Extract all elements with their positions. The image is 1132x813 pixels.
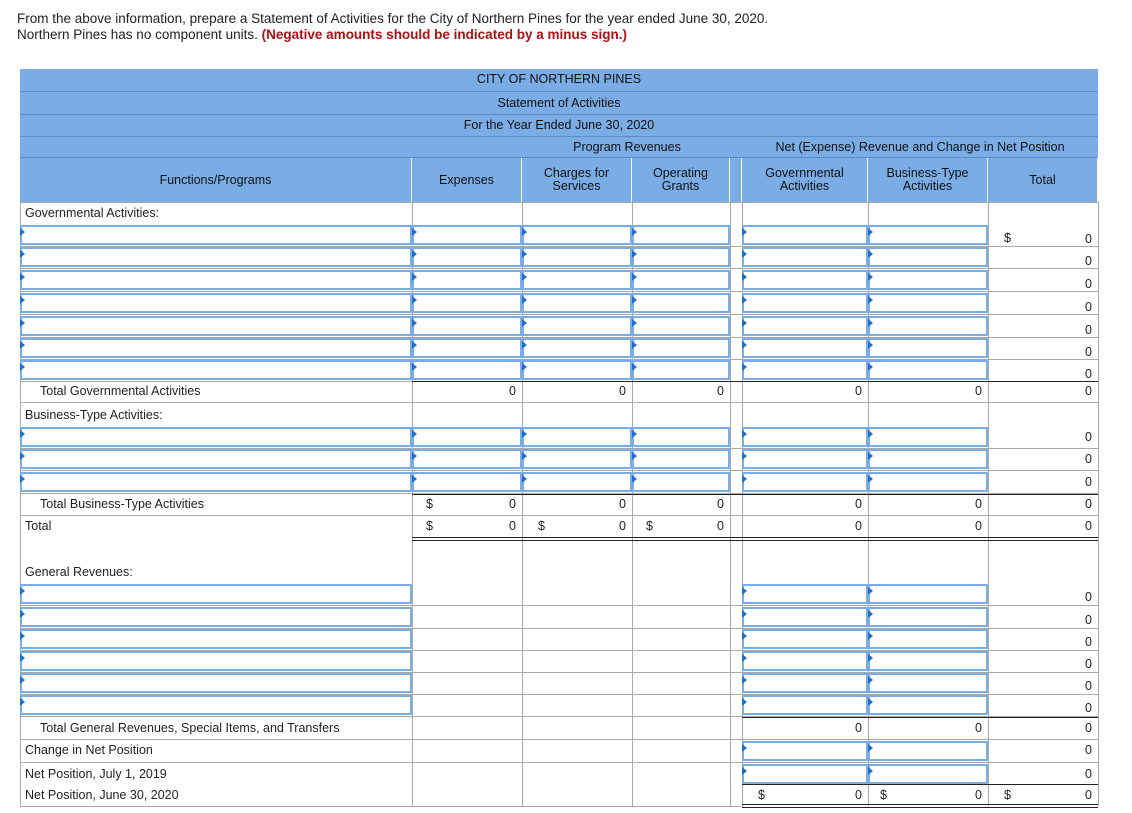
gov-row-3-gov-input[interactable] [742,270,868,290]
total-gov-tot-value: 0 [1085,384,1092,398]
total-gov-exp-value: 0 [509,384,516,398]
total-general-rule [742,717,1098,718]
total-op-value: 0 [717,519,724,533]
gov-row-6-fn-input[interactable] [20,338,412,358]
general-revenue-row-4-bta-input[interactable] [868,651,988,671]
general-revenue-row-4-gov-input[interactable] [742,651,868,671]
total-exp-dollar-sign: $ [426,519,433,533]
gov-row-7-chg-input[interactable] [522,360,632,380]
grid-hline [20,762,1098,763]
total-chg-dollar-sign: $ [538,519,545,533]
col-header-functions [20,158,412,202]
gov-row-7-exp-input[interactable] [412,360,522,380]
gov-row-5-chg-input[interactable] [522,316,632,336]
gov-row-1-op-input[interactable] [632,225,730,245]
statement-title: Statement of Activities [497,96,621,110]
gov-row-6-chg-input[interactable] [522,338,632,358]
bta-row-3-gov-input[interactable] [742,472,868,492]
instruction-text: Northern Pines has no component units. [17,27,258,42]
section-general-revenues: General Revenues: [25,565,133,579]
col-header-charges-text: Charges for Services [543,166,610,193]
gov-row-1-bta-input[interactable] [868,225,988,245]
bta-row-2-op-input[interactable] [632,449,730,469]
gov-row-5-gov-input[interactable] [742,316,868,336]
general-revenue-row-4-label-input[interactable] [20,651,412,671]
total-bta-bta-value: 0 [975,497,982,511]
np-end-gov-dollar-sign: $ [758,788,765,802]
gov-row-3-op-input[interactable] [632,270,730,290]
np-end-bta-dollar-sign: $ [880,788,887,802]
total-general-bta-value: 0 [975,721,982,735]
general-revenue-row-1-bta-input[interactable] [868,584,988,604]
grid-hline [20,402,1098,403]
general-revenue-row-2-label-input[interactable] [20,607,412,627]
general-revenue-row-4-total-value: 0 [1085,657,1092,671]
total-bta-op-value: 0 [717,497,724,511]
gov-row-7-total-value: 0 [1085,367,1092,381]
label-total-bta: Total Business-Type Activities [40,497,204,511]
np-begin-rule [742,784,1098,785]
bta-row-3-exp-input[interactable] [412,472,522,492]
col-header-expenses-text: Expenses [439,172,494,187]
np-end-gov-value: 0 [855,788,862,802]
general-revenue-row-6-bta-input[interactable] [868,695,988,715]
gov-row-4-exp-input[interactable] [412,293,522,313]
gov-row-4-chg-input[interactable] [522,293,632,313]
label-net-position-end: Net Position, June 30, 2020 [25,788,179,802]
general-revenue-row-6-total-value: 0 [1085,701,1092,715]
np-end-double-rule-2 [742,807,1098,808]
grid-hline [20,202,1098,203]
col-header-gov [742,158,868,202]
grid-vline [1098,202,1099,806]
label-net-position-begin: Net Position, July 1, 2019 [25,767,167,781]
net-position-header: Net (Expense) Revenue and Change in Net Position [775,140,1065,154]
bta-row-3-total-value: 0 [1085,475,1092,489]
bta-row-3-op-input[interactable] [632,472,730,492]
total-gov-rule [412,381,1098,382]
gov-row-5-fn-input[interactable] [20,316,412,336]
np-end-double-rule [742,804,1098,805]
gov-row-5-op-input[interactable] [632,316,730,336]
bta-row-2-total-value: 0 [1085,452,1092,466]
gov-row-2-op-input[interactable] [632,247,730,267]
gov-row-2-chg-input[interactable] [522,247,632,267]
gov-row-3-total-value: 0 [1085,277,1092,291]
program-revenues-header: Program Revenues [573,140,681,154]
label-total: Total [25,519,52,533]
gov-row-2-bta-input[interactable] [868,247,988,267]
gov-row-3-fn-input[interactable] [20,270,412,290]
total-tot-value: 0 [1085,519,1092,533]
bta-row-2-fn-input[interactable] [20,449,412,469]
gov-row-6-total-value: 0 [1085,345,1092,359]
gov-row-4-bta-input[interactable] [868,293,988,313]
bta-row-2-gov-input[interactable] [742,449,868,469]
np-begin-gov-input[interactable] [742,764,868,784]
gov-row-4-gov-input[interactable] [742,293,868,313]
negative-note: (Negative amounts should be indicated by a minus sign.) [261,27,627,42]
col-header-operating-text: Operating Grants [653,166,708,193]
np-end-bta-value: 0 [975,788,982,802]
general-revenue-row-3-gov-input[interactable] [742,629,868,649]
change-np-gov-input[interactable] [742,741,868,761]
general-revenue-row-2-gov-input[interactable] [742,607,868,627]
grid-hline [20,291,1098,292]
general-revenue-row-2-bta-input[interactable] [868,607,988,627]
general-revenue-row-3-bta-input[interactable] [868,629,988,649]
general-revenue-row-5-total-value: 0 [1085,679,1092,693]
bta-row-1-total-value: 0 [1085,430,1092,444]
bta-row-3-fn-input[interactable] [20,472,412,492]
total-double-rule [412,537,1098,538]
total-gov-op-value: 0 [717,384,724,398]
np-begin-total-value: 0 [1085,767,1092,781]
bta-row-2-bta-input[interactable] [868,449,988,469]
gov-row-3-chg-input[interactable] [522,270,632,290]
gov-row-1-total-value: 0 [1085,232,1092,246]
bta-row-1-bta-input[interactable] [868,427,988,447]
gov-row-5-bta-input[interactable] [868,316,988,336]
gov-row-1-exp-input[interactable] [412,225,522,245]
col-header-bta-text: Business-Type Activities [886,166,969,193]
grid-hline [20,268,1098,269]
label-change-net-position: Change in Net Position [25,743,153,757]
col-header-gov-text: Governmental Activities [765,166,844,193]
general-revenue-row-6-gov-input[interactable] [742,695,868,715]
col-header-total-text: Total [1029,172,1056,187]
general-revenue-row-3-label-input[interactable] [20,629,412,649]
gov-row-7-gov-input[interactable] [742,360,868,380]
total-bta-dollar-sign: $ [426,497,433,511]
gov-row-1-gov-input[interactable] [742,225,868,245]
gov-row-7-bta-input[interactable] [868,360,988,380]
bta-row-2-chg-input[interactable] [522,449,632,469]
bta-row-1-chg-input[interactable] [522,427,632,447]
total-bta-rule [412,494,1098,495]
total-gov-gov-value: 0 [855,384,862,398]
gov-row-6-exp-input[interactable] [412,338,522,358]
total-gov-bta-value: 0 [975,384,982,398]
col-header-spacer [730,158,742,202]
np-end-tot-value: 0 [1085,788,1092,802]
gov-row-5-total-value: 0 [1085,323,1092,337]
gov-row-2-gov-input[interactable] [742,247,868,267]
gov-row-2-total-value: 0 [1085,254,1092,268]
bta-row-1-op-input[interactable] [632,427,730,447]
col-header-functions-text: Functions/Programs [159,172,272,187]
total-exp-value: 0 [509,519,516,533]
total-chg-value: 0 [619,519,626,533]
general-revenue-row-2-total-value: 0 [1085,613,1092,627]
grid-hline [20,605,1098,606]
grid-hline [20,314,1098,315]
grid-hline [20,739,1098,740]
gov-row-7-fn-input[interactable] [20,360,412,380]
label-total-general: Total General Revenues, Special Items, and Transfers [40,721,340,735]
grid-hline [20,470,1098,471]
bta-row-2-exp-input[interactable] [412,449,522,469]
gov-row-7-op-input[interactable] [632,360,730,380]
statement-period: For the Year Ended June 30, 2020 [463,118,655,132]
bta-row-3-bta-input[interactable] [868,472,988,492]
instruction-line-1: From the above information, prepare a Statement of Activities for the City of Northern Pines for the year ended June 30, 2020. [17,11,769,26]
change-np-total-value: 0 [1085,743,1092,757]
label-total-gov: Total Governmental Activities [40,384,201,398]
np-end-total-dollar-sign: $ [1004,788,1011,802]
section-bta-activities: Business-Type Activities: [25,408,163,422]
total-bta-gov-value: 0 [855,497,862,511]
gov-row-2-fn-input[interactable] [20,247,412,267]
total-bta-exp-value: 0 [509,497,516,511]
gov-row-6-op-input[interactable] [632,338,730,358]
col-header-bta [868,158,988,202]
bta-row-1-exp-input[interactable] [412,427,522,447]
general-revenue-row-5-label-input[interactable] [20,673,412,693]
entity-name: CITY OF NORTHERN PINES [476,72,642,86]
gov-row-6-bta-input[interactable] [868,338,988,358]
grid-hline [20,806,742,807]
gov-row-4-op-input[interactable] [632,293,730,313]
total-bta-tot-value: 0 [1085,497,1092,511]
total-bta-chg-value: 0 [619,497,626,511]
bta-row-1-gov-input[interactable] [742,427,868,447]
total-op-dollar-sign: $ [646,519,653,533]
section-gov-activities: Governmental Activities: [25,206,160,220]
col-header-operating [632,158,730,202]
np-begin-bta-input[interactable] [868,764,988,784]
general-revenue-row-1-gov-input[interactable] [742,584,868,604]
total-general-tot-value: 0 [1085,721,1092,735]
total-bta-value: 0 [975,519,982,533]
total-general-gov-value: 0 [855,721,862,735]
bta-row-1-fn-input[interactable] [20,427,412,447]
gov-row-1-chg-input[interactable] [522,225,632,245]
general-revenue-row-5-gov-input[interactable] [742,673,868,693]
grid-hline [20,515,1098,516]
general-revenue-row-3-total-value: 0 [1085,635,1092,649]
total-double-rule-2 [412,540,1098,541]
general-revenue-row-1-label-input[interactable] [20,584,412,604]
col-header-expenses [412,158,522,202]
change-np-bta-input[interactable] [868,741,988,761]
general-revenue-row-5-bta-input[interactable] [868,673,988,693]
gov-row-3-bta-input[interactable] [868,270,988,290]
col-header-total [988,158,1098,202]
general-revenue-row-1-total-value: 0 [1085,590,1092,604]
general-revenue-row-6-label-input[interactable] [20,695,412,715]
gov-row-2-exp-input[interactable] [412,247,522,267]
total-gov-value: 0 [855,519,862,533]
gov-row-4-total-value: 0 [1085,300,1092,314]
bta-row-3-chg-input[interactable] [522,472,632,492]
col-header-charges [522,158,632,202]
gov-row-6-gov-input[interactable] [742,338,868,358]
gov-total-dollar-sign: $ [1004,231,1011,245]
instructions [17,11,768,43]
gov-row-5-exp-input[interactable] [412,316,522,336]
instruction-line-2 [17,27,768,43]
gov-row-4-fn-input[interactable] [20,293,412,313]
gov-row-1-fn-input[interactable] [20,225,412,245]
gov-row-3-exp-input[interactable] [412,270,522,290]
total-gov-chg-value: 0 [619,384,626,398]
